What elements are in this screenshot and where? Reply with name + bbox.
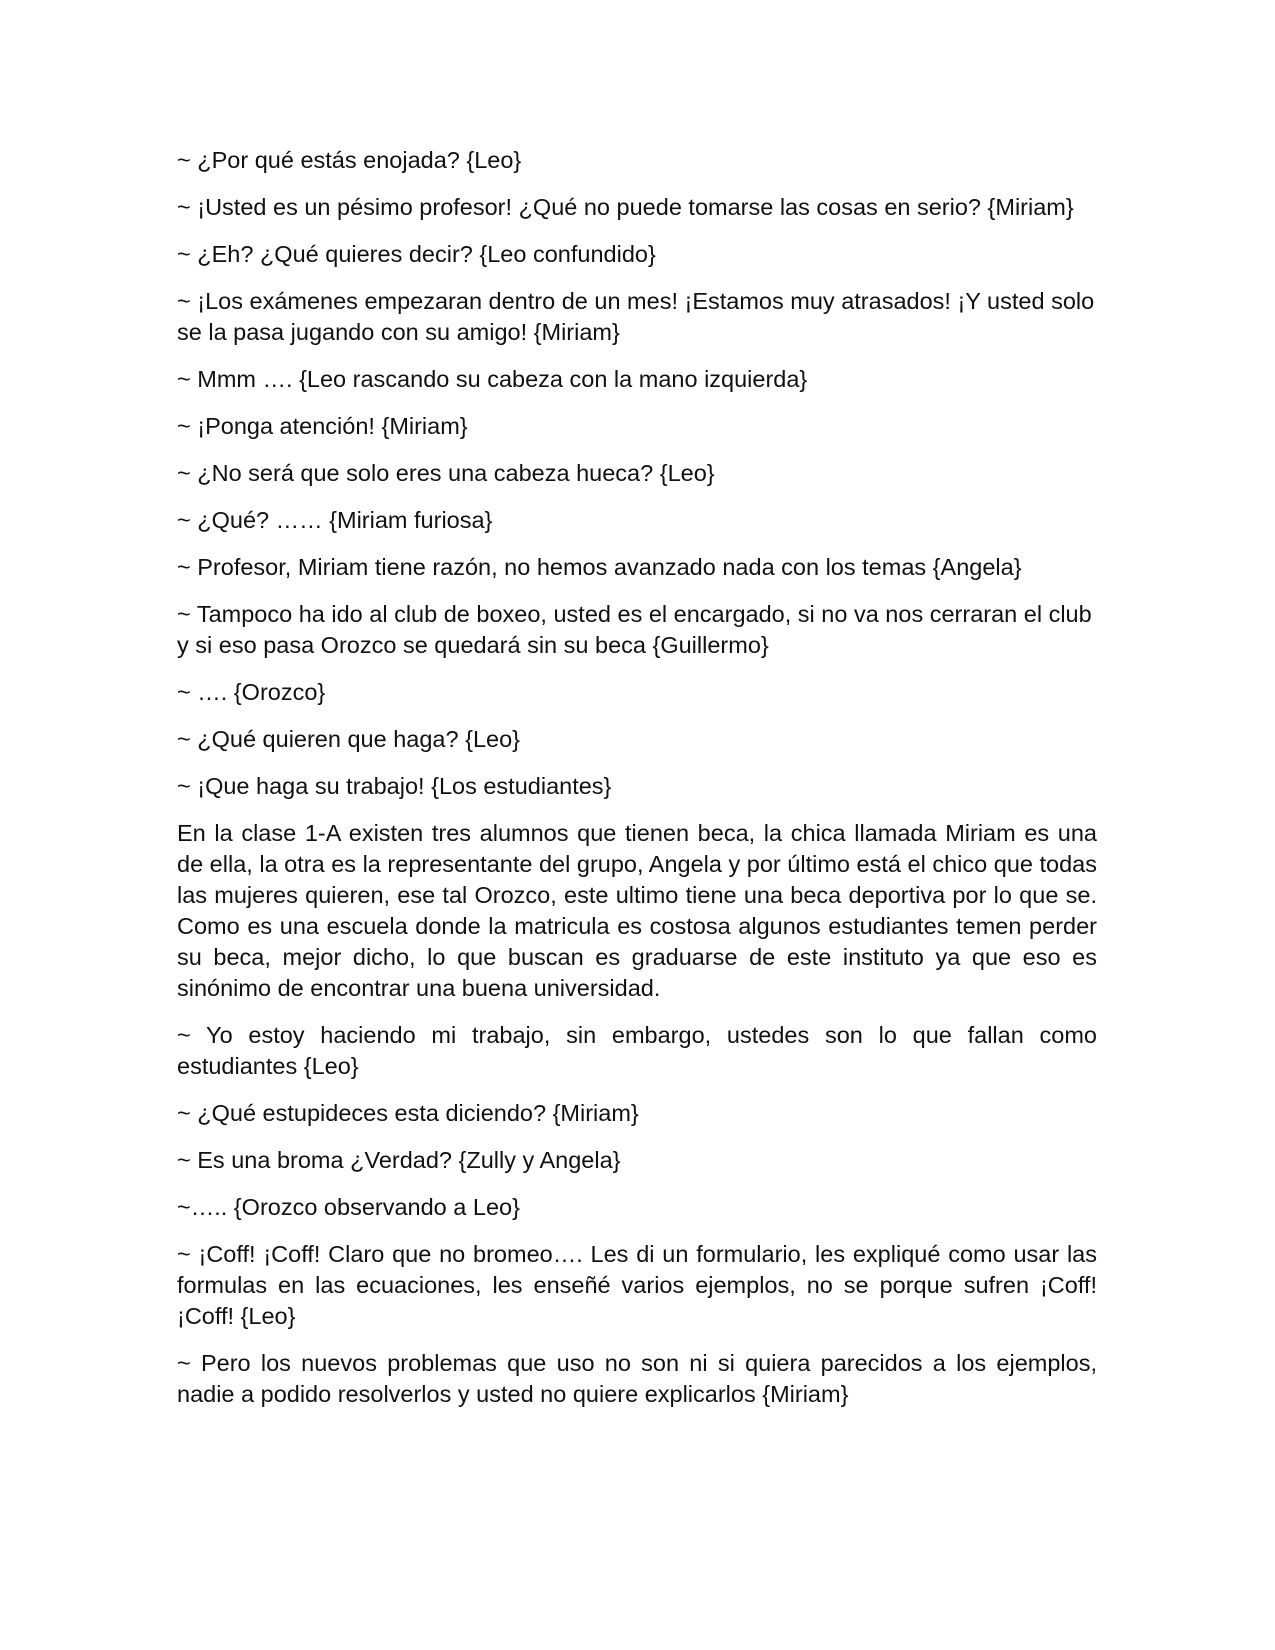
paragraph: ~ ¡Coff! ¡Coff! Claro que no bromeo…. Les di un formulario, les expliqué como usar las formulas en las ecuaciones, les enseñé varios ejemplos, no se porque sufren ¡Coff! ¡Coff! {Leo} (177, 1241, 1097, 1329)
paragraph: ~ …. {Orozco} (177, 679, 326, 705)
paragraph: ~ ¿Por qué estás enojada? {Leo} (177, 147, 522, 173)
paragraph: ~ Yo estoy haciendo mi trabajo, sin embargo, ustedes son lo que fallan como estudiantes {Leo} (177, 1022, 1097, 1079)
paragraph: ~ Es una broma ¿Verdad? {Zully y Angela} (177, 1147, 621, 1173)
paragraph: ~ Mmm …. {Leo rascando su cabeza con la mano izquierda} (177, 366, 808, 392)
paragraph: ~ ¿Qué? …… {Miriam furiosa} (177, 507, 493, 533)
paragraph: ~ Tampoco ha ido al club de boxeo, usted es el encargado, si no va nos cerraran el club y si eso pasa Orozco se quedará sin su beca {Guillermo} (177, 601, 1092, 658)
paragraph: ~ ¡Los exámenes empezaran dentro de un mes! ¡Estamos muy atrasados! ¡Y usted solo se la pasa jugando con su amigo! {Miriam} (177, 288, 1095, 345)
paragraph: ~ ¿Qué quieren que haga? {Leo} (177, 726, 520, 752)
paragraph: ~….. {Orozco observando a Leo} (177, 1194, 520, 1220)
paragraph: ~ Pero los nuevos problemas que uso no son ni si quiera parecidos a los ejemplos, nadie a podido resolverlos y usted no quiere explicarlos {Miriam} (177, 1350, 1097, 1407)
paragraph: ~ ¿Qué estupideces esta diciendo? {Miriam} (177, 1100, 639, 1126)
document-body (177, 145, 1097, 1426)
paragraph: ~ ¿Eh? ¿Qué quieres decir? {Leo confundido} (177, 241, 656, 267)
narrative-paragraph: En la clase 1-A existen tres alumnos que tienen beca, la chica llamada Miriam es una de ella, la otra es la representante del grupo, Angela y por último está el chico que todas las mujeres quieren, ese tal Orozco, este ultimo tiene una beca deportiva por lo que se. Como es una escuela donde la matricula es costosa algunos estudiantes temen perder su beca, mejor dicho, lo que buscan es graduarse de este instituto ya que eso es sinónimo de encontrar una buena universidad. (177, 820, 1097, 1001)
paragraph: ~ ¡Que haga su trabajo! {Los estudiantes} (177, 773, 612, 799)
paragraph: ~ ¿No será que solo eres una cabeza hueca? {Leo} (177, 460, 715, 486)
paragraph: ~ ¡Ponga atención! {Miriam} (177, 413, 468, 439)
paragraph: ~ Profesor, Miriam tiene razón, no hemos avanzado nada con los temas {Angela} (177, 554, 1022, 580)
paragraph: ~ ¡Usted es un pésimo profesor! ¿Qué no puede tomarse las cosas en serio? {Miriam} (177, 194, 1074, 220)
